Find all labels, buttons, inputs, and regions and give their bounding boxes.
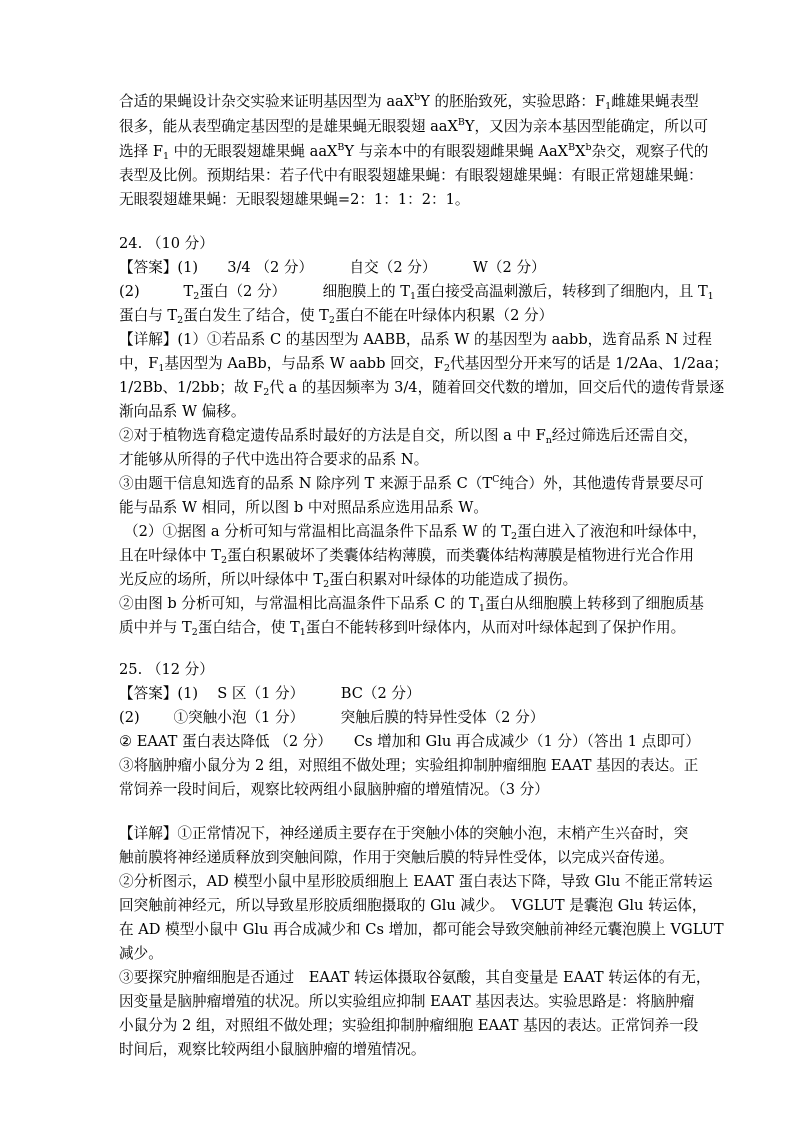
text-segment: 蛋白不能转移到叶绿体内，从而对叶绿体起到了保护作用。 xyxy=(305,619,686,636)
text-segment: 蛋白不能在叶绿体内积累（2 分） xyxy=(334,307,554,324)
text-segment: 才能够从所得的子代中选出符合要求的品系 N。 xyxy=(119,451,429,468)
text-segment: 光反应的场所，所以叶绿体中 T xyxy=(119,571,324,588)
subscript: 2 xyxy=(193,291,200,302)
subscript: 2 xyxy=(328,315,335,326)
text-segment: 蛋白积累对叶绿体的功能造成了损伤。 xyxy=(329,571,578,588)
text-segment: 杂交，观察子代的 xyxy=(591,143,709,160)
text-segment: 减少。 xyxy=(119,945,163,962)
explanation-line xyxy=(119,870,712,894)
text-segment: 时间后，观察比较两组小鼠脑肿瘤的增殖情况。 xyxy=(119,1041,426,1058)
subscript: 2 xyxy=(191,627,198,638)
subscript: 1 xyxy=(162,151,169,162)
subscript: 2 xyxy=(323,579,330,590)
text-line xyxy=(119,164,703,188)
subscript: 1 xyxy=(409,291,417,302)
explanation-line xyxy=(119,424,698,448)
explanation-line xyxy=(119,352,728,376)
text-segment: 中，F xyxy=(119,355,159,372)
text-segment: 合适的果蝇设计杂交实验来证明基因型为 aaX xyxy=(119,93,415,110)
text-segment: 表型及比例。预期结果：若子代中有眼裂翅雄果蝇：有眼裂翅雄果蝇：有眼正常翅雄果蝇： xyxy=(119,167,703,184)
text-segment: 质中并与 T xyxy=(119,619,192,636)
text-segment: 【答案】(1) S 区（1 分） BC（2 分） xyxy=(119,685,421,702)
text-segment: 能与品系 W 相同，所以图 b 中对照品系应选用品系 W。 xyxy=(119,499,489,516)
explanation-line xyxy=(119,448,428,472)
explanation-line xyxy=(119,966,710,990)
explanation-line xyxy=(119,472,704,496)
text-segment: 回突触前神经元，所以导致星形胶质细胞摄取的 Glu 减少。 VGLUT 是囊泡 Glu 转运体， xyxy=(119,897,707,914)
text-line xyxy=(119,90,699,114)
text-segment: 【详解】①正常情况下，神经递质主要存在于突触小体的突触小泡，末梢产生兴奋时，突 xyxy=(119,825,689,842)
answer-line xyxy=(119,730,700,754)
text-segment: 蛋白接受高温刺激后，转移到了细胞内，且 T xyxy=(416,283,708,300)
text-segment: 1/2Bb、1/2bb；故 F xyxy=(119,379,264,396)
subscript: 2 xyxy=(443,363,451,374)
text-segment: 蛋白结合，使 T xyxy=(197,619,300,636)
subscript: n xyxy=(545,435,552,446)
text-segment: 因变量是脑肿瘤增殖的状况。所以实验组应抑制 EAAT 基因表达。实验思路是：将脑肿瘤 xyxy=(119,993,695,1010)
subscript: 2 xyxy=(220,555,227,566)
answer-line xyxy=(119,706,544,730)
text-segment: ②分析图示，AD 模型小鼠中星形胶质细胞上 EAAT 蛋白表达下降，导致 Glu 不能正常转运 xyxy=(119,873,713,890)
subscript: 1 xyxy=(478,603,485,614)
text-segment: X xyxy=(575,143,586,160)
answer-line xyxy=(119,256,546,280)
explanation-line xyxy=(119,894,706,918)
question-heading xyxy=(119,658,214,682)
explanation-line xyxy=(119,328,712,352)
explanation-line xyxy=(119,990,694,1014)
explanation-line xyxy=(119,400,245,424)
text-segment: 常饲养一段时间后，观察比较两组小鼠脑肿瘤的增殖情况。（3 分） xyxy=(119,781,549,798)
subscript: 2 xyxy=(177,315,184,326)
text-segment: 纯合）外，其他遗传背景要尽可 xyxy=(499,475,704,492)
superscript: B xyxy=(457,117,465,128)
text-segment: 24. （10 分） xyxy=(119,235,214,252)
subscript: 1 xyxy=(299,627,306,638)
subscript: 2 xyxy=(510,531,518,542)
text-segment: 蛋白发生了结合，使 T xyxy=(183,307,329,324)
superscript: b xyxy=(585,142,592,153)
explanation-line xyxy=(119,544,694,568)
text-segment: 无眼裂翅雄果蝇：无眼裂翅雄果蝇=2：1：1：2：1。 xyxy=(119,191,470,208)
text-segment: 触前膜将神经递质释放到突触间隙，作用于突触后膜的特异性受体，以完成兴奋传递。 xyxy=(119,849,674,866)
explanation-line xyxy=(119,846,674,870)
text-segment: 25. （12 分） xyxy=(119,661,214,678)
superscript: B xyxy=(337,142,345,153)
explanation-line xyxy=(119,918,724,942)
text-segment: ③由题干信息知选育的品系 N 除序列 T 来源于品系 C（T xyxy=(119,475,493,492)
text-segment: 中的无眼裂翅雄果蝇 aaX xyxy=(169,143,338,160)
subscript: 2 xyxy=(263,387,270,398)
text-segment: ② EAAT 蛋白表达降低 （2 分） Cs 增加和 Glu 再合成减少（1 分）（答出 1 点即可） xyxy=(119,733,700,750)
explanation-line xyxy=(119,496,488,520)
text-segment: Y 的胚胎致死，实验思路：F xyxy=(420,93,606,110)
answer-line xyxy=(119,304,553,328)
answer-line xyxy=(119,754,698,778)
subscript: 1 xyxy=(605,101,612,112)
subscript: 1 xyxy=(707,291,714,302)
text-segment: 很多，能从表型确定基因型的是雄果蝇无眼裂翅 aaX xyxy=(119,118,458,135)
text-segment: (2) T xyxy=(119,283,194,300)
text-segment: 小鼠分为 2 组，对照组不做处理；实验组抑制肿瘤细胞 EAAT 基因的表达。正常饲养一段 xyxy=(119,1017,699,1034)
explanation-line xyxy=(119,942,163,966)
explanation-line xyxy=(119,592,704,616)
text-segment: 蛋白（2 分） 细胞膜上的 T xyxy=(199,283,410,300)
text-segment: 代基因型分开来写的话是 1/2Aa、1/2aa； xyxy=(450,355,729,372)
explanation-line xyxy=(119,568,577,592)
superscript: C xyxy=(492,474,500,485)
answer-line xyxy=(119,682,421,706)
question-heading xyxy=(119,232,214,256)
text-segment: ③要探究肿瘤细胞是否通过 EAAT 转运体摄取谷氨酸，其自变量是 EAAT 转运体的有无， xyxy=(119,969,711,986)
text-line xyxy=(119,140,708,164)
text-segment: 渐向品系 W 偏移。 xyxy=(119,403,246,420)
explanation-line xyxy=(119,616,685,640)
text-segment: 且在叶绿体中 T xyxy=(119,547,221,564)
text-segment: 经过筛选后还需自交， xyxy=(551,427,698,444)
text-segment: 代 a 的基因频率为 3/4，随着回交代数的增加，回交后代的遗传背景逐 xyxy=(269,379,725,396)
text-segment: 蛋白积累破坏了类囊体结构薄膜，而类囊体结构薄膜是植物进行光合作用 xyxy=(226,547,694,564)
answer-line xyxy=(119,280,714,304)
superscript: b xyxy=(414,92,421,103)
text-line xyxy=(119,115,708,139)
text-segment: 雌雄果蝇表型 xyxy=(611,93,699,110)
text-line xyxy=(119,188,470,212)
explanation-line xyxy=(119,822,688,846)
text-segment: Y，又因为亲本基因型能确定，所以可 xyxy=(464,118,709,135)
text-segment: 【详解】(1）①若品系 C 的基因型为 AABB，品系 W 的基因型为 aabb，选育品系 N 过程 xyxy=(119,331,712,348)
text-segment: 在 AD 模型小鼠中 Glu 再合成减少和 Cs 增加，都可能会导致突触前神经元囊泡膜上 VGLUT xyxy=(119,921,724,938)
text-segment: ②由图 b 分析可知，与常温相比高温条件下品系 C 的 T xyxy=(119,595,479,612)
text-segment: 蛋白与 T xyxy=(119,307,178,324)
explanation-line xyxy=(119,376,724,400)
text-segment: 选择 F xyxy=(119,143,163,160)
text-segment: Y 与亲本中的有眼裂翅雌果蝇 AaX xyxy=(344,143,569,160)
text-segment: 蛋白从细胞膜上转移到了细胞质基 xyxy=(484,595,704,612)
text-segment: ②对于植物选育稳定遗传品系时最好的方法是自交，所以图 a 中 F xyxy=(119,427,546,444)
text-segment: (2) ①突触小泡（1 分） 突触后膜的特异性受体（2 分） xyxy=(119,709,545,726)
explanation-line xyxy=(119,1014,698,1038)
superscript: B xyxy=(568,142,576,153)
text-segment: （2）①据图 a 分析可知与常温相比高温条件下品系 W 的 T xyxy=(124,523,511,540)
explanation-line xyxy=(124,520,707,544)
text-segment: 【答案】(1) 3/4 （2 分） 自交（2 分） W（2 分） xyxy=(119,259,546,276)
text-segment: 蛋白进入了液泡和叶绿体中， xyxy=(517,523,707,540)
answer-line xyxy=(119,778,549,802)
text-segment: ③将脑肿瘤小鼠分为 2 组，对照组不做处理；实验组抑制肿瘤细胞 EAAT 基因的表达。正 xyxy=(119,757,699,774)
explanation-line xyxy=(119,1038,425,1062)
subscript: 1 xyxy=(158,363,165,374)
text-segment: 基因型为 AaBb，与品系 W aabb 回交，F xyxy=(164,355,444,372)
